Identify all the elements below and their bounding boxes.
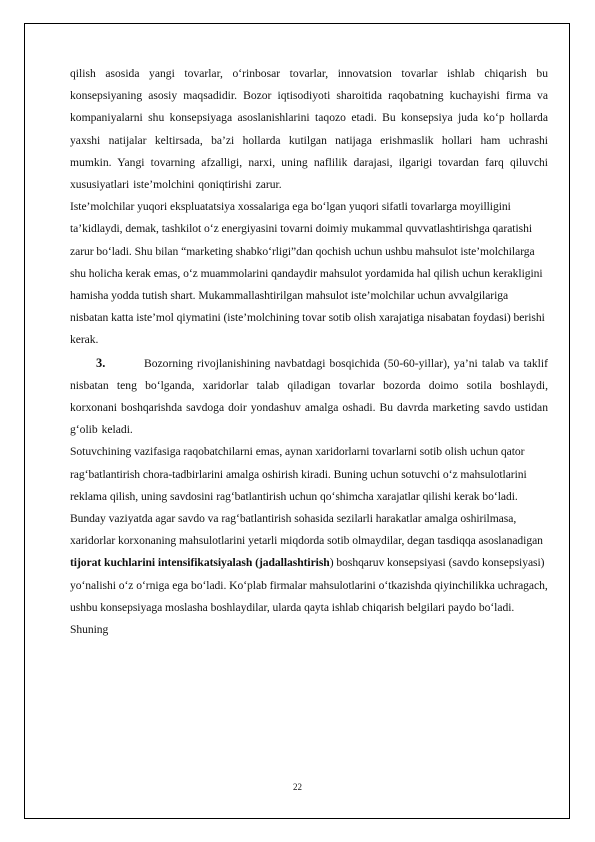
- paragraph-4-text-end: ) boshqaruv konsepsiyasi (savdo konsepsiyasi) yo‘nalishi o‘z o‘rniga ega bo‘ladi. Ko‘plab firmalar mahsulotlarini o‘tkazishda qiyinchilikka uchragach, ushbu konsepsiyaga moslasha boshlaydilar, ularda qayta ishlab chiqarish belgilari paydo bo‘ladi. Shuning: [70, 556, 548, 637]
- paragraph-1: qilish asosida yangi tovarlar, o‘rinbosar tovarlar, innovatsion tovarlar ishlab chiqarish bu konsepsiyaning asosiy maqsadidir. Bozor iqtisodiyoti sharoitida raqobatning kuchayishi firma va kompaniyalarni shu konsepsiyaga asoslanishlarini taqozo etadi. Bu konsepsiya juda ko‘p hollarda yaxshi natijalar keltirsada, ba’zi hollarda kutilgan natijaga erishmaslik hollari ham uchrashi mumkin. Yangi tovarning afzalligi, narxi, uning naflilik darajasi, ilgarigi tovardan farq qiluvchi xususiyatlari iste’molchini qoniqtirishi zarur.: [70, 67, 548, 192]
- paragraph-3: [70, 352, 548, 442]
- paragraph-4-text-start: Sotuvchining vazifasiga raqobatchilarni emas, aynan xaridorlarni tovarlarni sotib olish uchun qator rag‘batlantirish chora-tadbirlarini amalga oshirish kiradi. Buning uchun sotuvchi o‘z mahsulotlarini reklama qilish, uning savdosini rag‘batlantirish uchun qo‘shimcha xarajatlar qilishi kerak bo‘ladi. Bunday vaziyatda agar savdo va rag‘batlantirish sohasida sezilarli harakatlar amalga oshirilmasa, xaridorlar korxonaning mahsulotlarini yetarli miqdorda sotib olmaydilar, degan tasdiqqa asoslanadigan: [70, 445, 543, 548]
- page-number: 22: [293, 782, 302, 792]
- paragraph-3-text: Bozorning rivojlanishining navbatdagi bosqichida (50-60-yillar), ya’ni talab va taklif nisbatan teng bo‘lganda, xaridorlar talab qiladigan tovarlar bozorda doimo sotila boshlaydi, korxonani boshqarishda savdoga doir yondashuv amalga oshadi. Bu davrda marketing savdo ustidan g‘olib keladi.: [70, 356, 548, 437]
- paragraph-4-bold-term: tijorat kuchlarini intensifikatsiyalash (jadallashtirish: [70, 556, 330, 570]
- paragraph-4: [70, 441, 548, 641]
- paragraph-2: Iste’molchilar yuqori ekspluatatsiya xossalariga ega bo‘lgan yuqori sifatli tovarlarga moyilligini ta’kidlaydi, demak, tashkilot o‘z energiyasini tovarni doimiy mukammal quvvatlashtirishga qaratishi zarur bo‘ladi. Shu bilan “marketing shabko‘rligi”dan qochish uchun ushbu mahsulot iste’molchilarga shu holicha kerak emas, o‘z muammolarini qandaydir mahsulot yordamida hal qilish uchun kerakligini hamisha yodda tutish shart. Mukammallashtirilgan mahsulot iste’molchilar uchun avvalgilariga nisbatan katta iste’mol qiymatini (iste’molchining tovar sotib olish xarajatiga nisabatan foydasi) berishi kerak.: [70, 200, 545, 347]
- document-body: [70, 63, 548, 641]
- paragraph-3-number: 3.: [96, 355, 106, 370]
